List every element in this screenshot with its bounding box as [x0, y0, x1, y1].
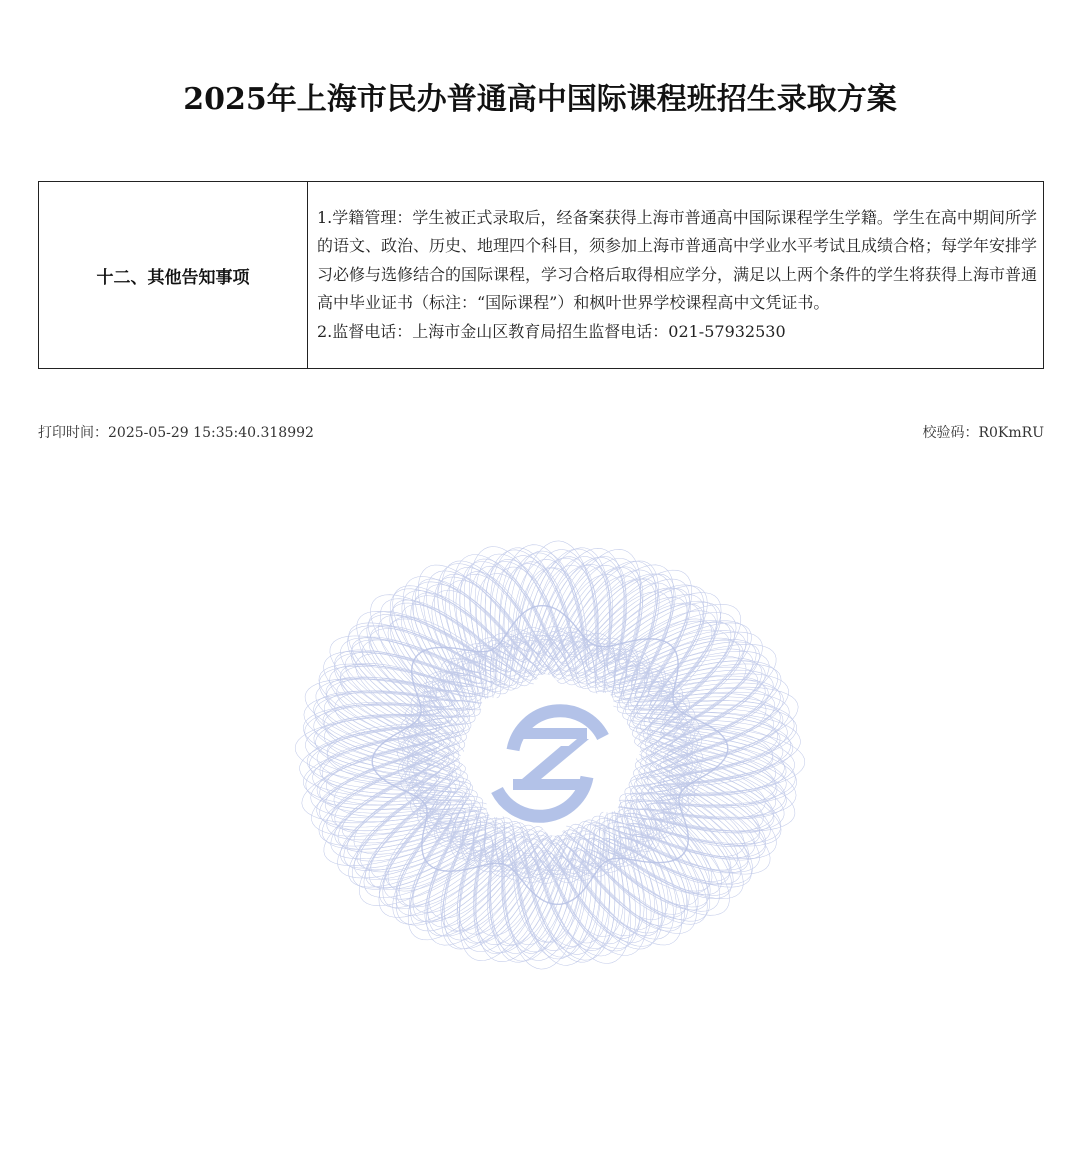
notice-item-supervision-phone: 2.监督电话：上海市金山区教育局招生监督电话：021-57932530 [317, 321, 786, 341]
section-content [308, 182, 1044, 369]
print-timestamp: 打印时间：2025-05-29 15:35:40.318992 [38, 425, 314, 441]
section-label: 十二、其他告知事项 [39, 182, 308, 369]
guilloche-seal-icon [265, 515, 835, 995]
document-title: 2025年上海市民办普通高中国际课程班招生录取方案 [183, 82, 897, 117]
notice-table [38, 181, 1044, 369]
verification-code: 校验码：R0KmRU [922, 425, 1044, 441]
notice-item-student-status: 1.学籍管理：学生被正式录取后，经备案获得上海市普通高中国际课程学生学籍。学生在高中期间所学的语文、政治、历史、地理四个科目，须参加上海市普通高中学业水平考试且成绩合格；每学年安排学习必修与选修结合的国际课程，学习合格后取得相应学分，满足以上两个条件的学生将获得上海市普通高中毕业证书（标注：“国际课程”）和枫叶世界学校课程高中文凭证书。 [317, 207, 1038, 313]
table-row [39, 182, 1044, 369]
